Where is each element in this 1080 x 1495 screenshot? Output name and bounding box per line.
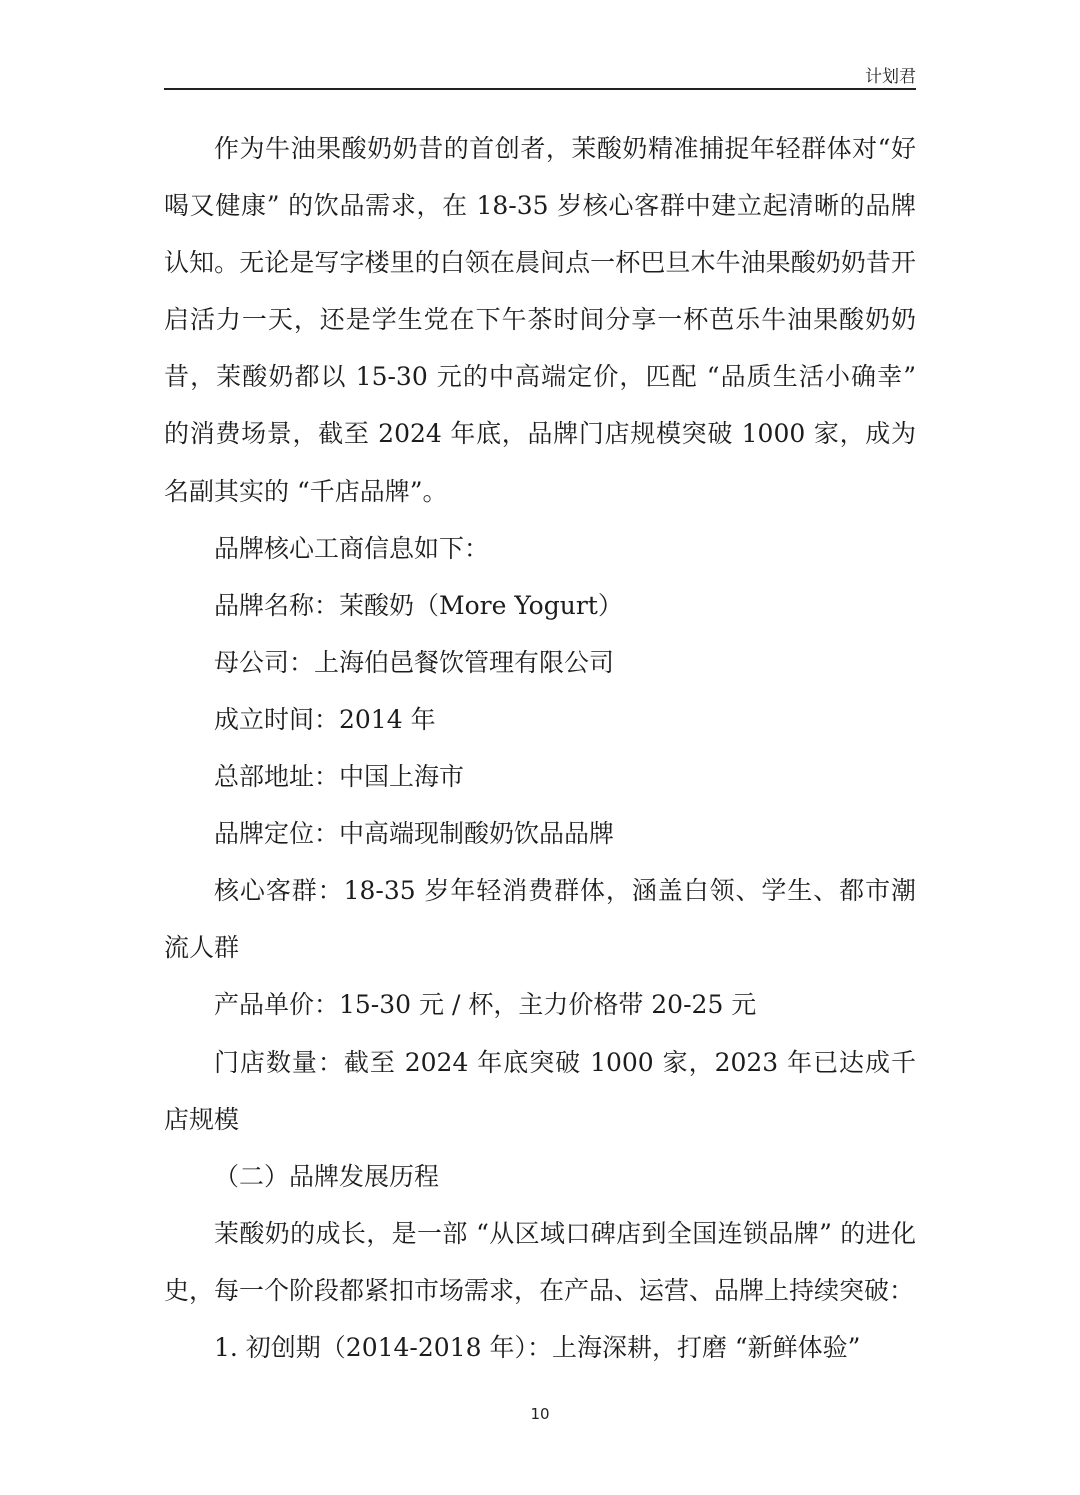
- page-number: 10: [530, 1405, 550, 1423]
- info-brand-name: 品牌名称：茉酸奶（More Yogurt）: [214, 590, 623, 620]
- info-core-customers: 核心客群：18-35 岁年轻消费群体，涵盖白领、学生、都市潮流人群: [164, 876, 916, 963]
- history-intro: 茉酸奶的成长，是一部 “从区域口碑店到全国连锁品牌” 的进化史，每一个阶段都紧扣市场需求，在产品、运营、品牌上持续突破：: [164, 1218, 916, 1305]
- info-price: 产品单价：15-30 元 / 杯，主力价格带 20-25 元: [214, 990, 757, 1020]
- intro-paragraph: 作为牛油果酸奶奶昔的首创者，茉酸奶精准捕捉年轻群体对“好喝又健康” 的饮品需求，在 18-35 岁核心客群中建立起清晰的品牌认知。无论是写字楼里的白领在晨间点一杯巴旦木牛油果酸奶奶昔开启活力一天，还是学生党在下午茶时间分享一杯芭乐牛油果酸奶奶昔，茉酸奶都以 15-30 元的中高端定价，匹配 “品质生活小确幸” 的消费场景，截至 2024 年底，品牌门店规模突破 1000 家，成为名副其实的 “千店品牌”。: [164, 134, 916, 506]
- header-label: 计划君: [865, 67, 916, 87]
- document-body: [164, 120, 916, 1376]
- info-parent-company: 母公司：上海伯邑餐饮管理有限公司: [214, 647, 615, 677]
- info-store-count: 门店数量：截至 2024 年底突破 1000 家，2023 年已达成千店规模: [164, 1047, 916, 1134]
- section-heading: （二）品牌发展历程: [214, 1161, 440, 1191]
- info-founded: 成立时间：2014 年: [214, 704, 436, 734]
- info-headquarters: 总部地址：中国上海市: [214, 762, 465, 792]
- header-divider: [164, 88, 916, 90]
- info-positioning: 品牌定位：中高端现制酸奶饮品品牌: [214, 819, 615, 849]
- info-intro: 品牌核心工商信息如下：: [214, 533, 490, 563]
- history-stage-1: 1. 初创期（2014-2018 年）：上海深耕，打磨 “新鲜体验”: [214, 1332, 861, 1362]
